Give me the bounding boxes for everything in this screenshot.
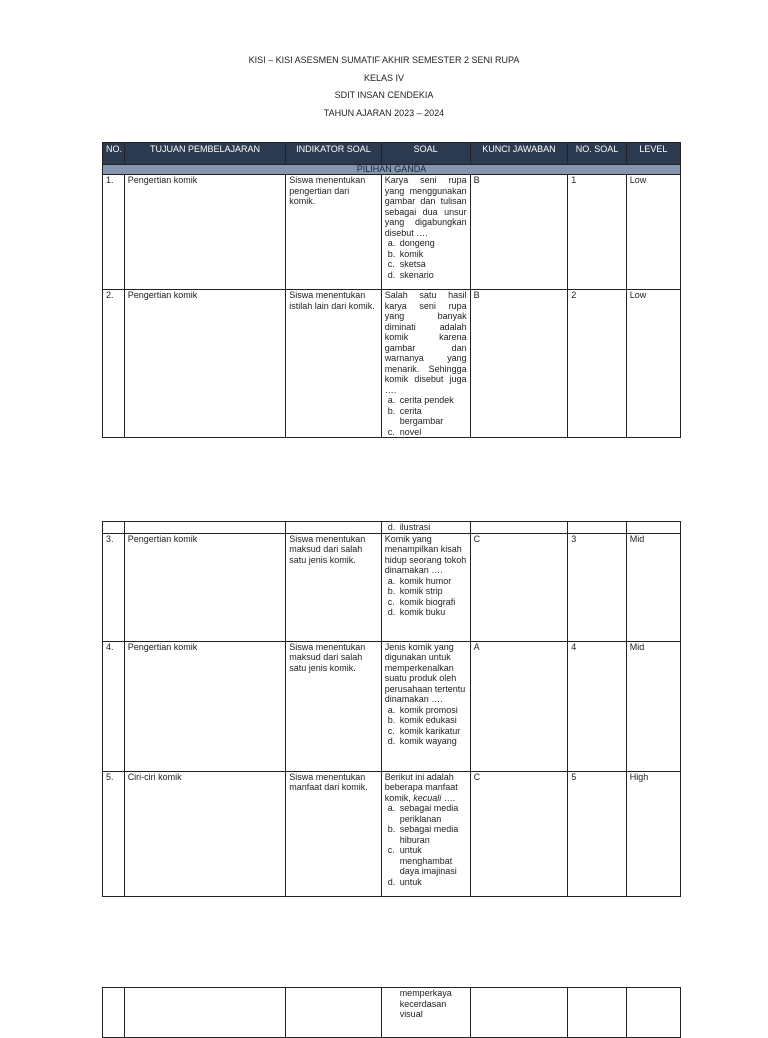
document-header <box>0 54 768 124</box>
row-soal <box>381 175 470 290</box>
option-list <box>385 395 467 437</box>
option-list <box>385 705 467 747</box>
row-soal <box>381 533 470 641</box>
title-line-4: TAHUN AJARAN 2023 – 2024 <box>323 107 445 118</box>
kisi-table-part-2 <box>102 521 681 897</box>
question-text: Karya seni rupa yang menggunakan gambar dan tulisan sebagai dua unsur yang digabungkan disebut …. <box>384 175 467 238</box>
row-nosoal: 5 <box>568 771 627 896</box>
row-indikator: Siswa menentukan maksud dari salah satu jenis komik. <box>286 641 381 771</box>
table-row <box>103 771 681 896</box>
option-item: c. komik karikatur <box>387 725 461 736</box>
col-header-tujuan: TUJUAN PEMBELAJARAN <box>124 143 286 165</box>
col-header-no: NO. <box>103 143 125 165</box>
option-item: d. komik wayang <box>387 736 457 746</box>
question-text: Jenis komik yang digunakan untuk memperkenalkan suatu produk oleh perusahaan tertentu dinamakan …. <box>384 641 466 704</box>
row-no: 3. <box>103 533 125 641</box>
option-item: d. skenario <box>387 269 434 280</box>
option-list <box>385 576 467 618</box>
table-row <box>103 290 681 438</box>
title-line-1: KISI – KISI ASESMEN SUMATIF AKHIR SEMESTER 2 SENI RUPA <box>248 55 520 65</box>
row-nosoal: 2 <box>568 290 627 438</box>
option-item: a. komik humor <box>387 575 452 586</box>
row-no: 4. <box>103 641 125 771</box>
option-item: a. komik promosi <box>387 704 458 715</box>
row-nosoal: 1 <box>568 175 627 290</box>
option-item: b. komik strip <box>387 586 443 596</box>
row-indikator: Siswa menentukan maksud dari salah satu jenis komik. <box>286 533 381 641</box>
row-no: 1. <box>103 175 125 290</box>
row-level: Low <box>626 290 680 438</box>
row-kunci: B <box>470 175 568 290</box>
row-nosoal: 3 <box>568 533 627 641</box>
row-indikator: Siswa menentukan manfaat dari komik. <box>286 771 381 896</box>
option-item: a. sebagai media periklanan <box>387 803 459 824</box>
row-soal <box>381 771 470 896</box>
col-header-nosoal: NO. SOAL <box>568 143 627 165</box>
kisi-table-part-1 <box>102 142 681 438</box>
option-item: b. komik edukasi <box>387 715 457 725</box>
option-item: c. untuk menghambat daya imajinasi <box>387 845 457 876</box>
option-item: d. ilustrasi <box>387 522 431 532</box>
row-tujuan: Ciri-ciri komik <box>124 771 286 896</box>
row-soal <box>381 641 470 771</box>
row-no: 5. <box>103 771 125 896</box>
row-soal <box>381 290 470 438</box>
row-indikator: Siswa menentukan istilah lain dari komik. <box>286 290 381 438</box>
question-text: Berikut ini adalah beberapa manfaat komik, kecuali …. <box>384 771 458 803</box>
kisi-table-part-3 <box>102 987 681 1038</box>
question-text: Komik yang menampilkan kisah hidup seorang tokoh dinamakan …. <box>384 533 467 575</box>
option-item: b. komik <box>387 248 424 259</box>
table-row <box>103 175 681 290</box>
row-tujuan: Pengertian komik <box>124 533 286 641</box>
row-indikator: Siswa menentukan pengertian dari komik. <box>286 175 381 290</box>
option-list <box>385 522 467 533</box>
row-level: Low <box>626 175 680 290</box>
table-row <box>103 641 681 771</box>
option-list <box>385 803 467 887</box>
option-item: b. cerita bergambar <box>387 405 444 426</box>
row-kunci: C <box>470 771 568 896</box>
option-item: a. cerita pendek <box>387 395 454 405</box>
row-tujuan: Pengertian komik <box>124 641 286 771</box>
title-line-3: SDIT INSAN CENDEKIA <box>334 90 434 100</box>
row-kunci: C <box>470 533 568 641</box>
option-item: d. komik buku <box>387 607 446 617</box>
option-item: b. sebagai media hiburan <box>387 824 459 845</box>
col-header-indikator: INDIKATOR SOAL <box>286 143 381 165</box>
table-row-continuation <box>103 522 681 534</box>
row-soal <box>381 988 470 1038</box>
col-header-kunci: KUNCI JAWABAN <box>470 143 568 165</box>
table-header-row <box>103 143 681 165</box>
col-header-level: LEVEL <box>626 143 680 165</box>
row-kunci: A <box>470 641 568 771</box>
option-item: c. komik biografi <box>387 596 456 607</box>
option-list <box>385 238 467 280</box>
table-row-continuation <box>103 988 681 1038</box>
section-label: PILIHAN GANDA <box>103 165 681 175</box>
row-no: 2. <box>103 290 125 438</box>
row-kunci: B <box>470 290 568 438</box>
option-item: a. dongeng <box>387 238 435 248</box>
row-level: Mid <box>626 533 680 641</box>
row-nosoal: 4 <box>568 641 627 771</box>
option-continuation: memperkaya kecerdasan visual <box>399 988 452 1019</box>
option-item: c. novel <box>387 426 422 437</box>
row-level: High <box>626 771 680 896</box>
row-level: Mid <box>626 641 680 771</box>
option-item: c. sketsa <box>387 259 426 269</box>
col-header-soal: SOAL <box>381 143 470 165</box>
title-line-2: KELAS IV <box>363 72 405 83</box>
row-tujuan: Pengertian komik <box>124 290 286 438</box>
section-row <box>103 165 681 175</box>
row-tujuan: Pengertian komik <box>124 175 286 290</box>
option-item: d. untuk <box>387 876 422 887</box>
question-text: Salah satu hasil karya seni rupa yang banyak diminati adalah komik karena gambar dan warnanya yang menarik. Sehingga komik disebut juga …. <box>384 290 467 395</box>
row-soal <box>381 522 470 534</box>
table-row <box>103 533 681 641</box>
